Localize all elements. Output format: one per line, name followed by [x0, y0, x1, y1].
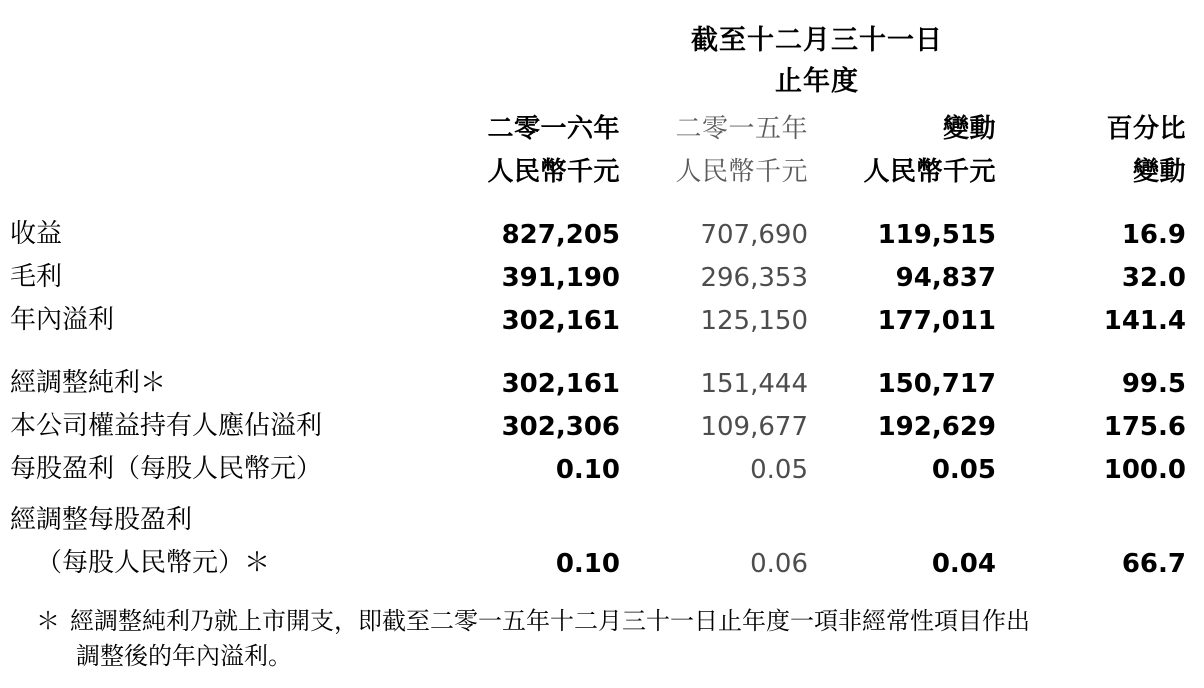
- cell-profit-for-year-percent: 141.4: [1103, 306, 1186, 336]
- footnote-line-2: 調整後的年內溢利。: [76, 641, 292, 670]
- header-title-line2: 止年度: [775, 66, 859, 97]
- cell-adjusted-eps-percent-empty: [1004, 496, 1194, 539]
- cell-gross-profit-percent: 32.0: [1121, 263, 1186, 293]
- cell-adjusted-eps-2016-empty: [440, 496, 628, 539]
- cell-adjusted-eps-change-empty: [816, 496, 1004, 539]
- cell-revenue-2016: 827,205: [501, 220, 620, 250]
- cell-adjusted-eps-2015-empty: [628, 496, 816, 539]
- table-header-title-row-1: [10, 18, 1194, 59]
- row-label-adjusted-eps-unit: （每股人民幣元）＊: [36, 548, 271, 578]
- spacer-cell: [10, 18, 440, 59]
- row-spacer: [10, 488, 1194, 496]
- cell-eps-2016: 0.10: [555, 455, 620, 485]
- row-label-earnings-per-share: 每股盈利（每股人民幣元）: [10, 454, 323, 484]
- row-label-revenue: 收益: [10, 219, 63, 249]
- financial-summary-table: [10, 18, 1194, 582]
- column-header-2016-unit: 人民幣千元: [487, 157, 620, 187]
- row-label-profit-attributable-to-owners: 本公司權益持有人應佔溢利: [10, 411, 323, 441]
- cell-eps-2015: 0.05: [750, 455, 808, 485]
- spacer-cell: [10, 108, 440, 151]
- spacer-cell: [10, 151, 440, 210]
- cell-profit-attributable-2015: 109,677: [700, 412, 808, 442]
- column-header-percent: 百分比: [1106, 114, 1186, 144]
- column-header-change: 變動: [942, 114, 996, 144]
- row-label-adjusted-eps: 經調整每股盈利: [10, 505, 193, 535]
- footnote-line-1: 經調整純利乃就上市開支，即截至二零一五年十二月三十一日止年度一項非經常性項目作出: [70, 607, 1030, 635]
- cell-profit-for-year-change: 177,011: [877, 306, 996, 336]
- table-row: [10, 496, 1194, 539]
- header-title-line1: 截至十二月三十一日: [691, 25, 943, 56]
- cell-gross-profit-2015: 296,353: [700, 263, 808, 293]
- column-header-2015-year: 二零一五年: [675, 114, 808, 144]
- table-row: [10, 210, 1194, 253]
- footnote-marker: ＊: [36, 607, 60, 635]
- footnote: [10, 604, 1194, 674]
- row-label-profit-for-year: 年內溢利: [10, 305, 115, 335]
- cell-eps-percent: 100.0: [1103, 455, 1186, 485]
- table-row: [10, 539, 1194, 582]
- cell-revenue-percent: 16.9: [1121, 220, 1186, 250]
- column-header-row-2: [10, 151, 1194, 210]
- column-header-2016-year: 二零一六年: [487, 114, 620, 144]
- cell-revenue-2015: 707,690: [700, 220, 808, 250]
- cell-adjusted-net-profit-2015: 151,444: [700, 369, 808, 399]
- cell-profit-for-year-2016: 302,161: [501, 306, 620, 336]
- cell-adjusted-net-profit-change: 150,717: [877, 369, 996, 399]
- table-header-title-row-2: [10, 59, 1194, 108]
- cell-profit-attributable-percent: 175.6: [1103, 412, 1186, 442]
- column-header-change-unit: 人民幣千元: [863, 157, 996, 187]
- cell-gross-profit-2016: 391,190: [501, 263, 620, 293]
- cell-revenue-change: 119,515: [877, 220, 996, 250]
- cell-adjusted-eps-change: 0.04: [931, 549, 996, 579]
- cell-adjusted-eps-percent: 66.7: [1121, 549, 1186, 579]
- table-row: [10, 402, 1194, 445]
- column-header-row-1: [10, 108, 1194, 151]
- row-label-adjusted-net-profit: 經調整純利＊: [10, 368, 167, 398]
- cell-profit-attributable-2016: 302,306: [501, 412, 620, 442]
- cell-adjusted-net-profit-2016: 302,161: [501, 369, 620, 399]
- column-header-percent-unit: 變動: [1132, 157, 1186, 187]
- table-row: [10, 445, 1194, 488]
- cell-profit-attributable-change: 192,629: [877, 412, 996, 442]
- table-row: [10, 359, 1194, 402]
- row-spacer: [10, 339, 1194, 359]
- cell-adjusted-eps-2015: 0.06: [750, 549, 808, 579]
- column-header-2015-unit: 人民幣千元: [675, 157, 808, 187]
- table-row: [10, 296, 1194, 339]
- cell-gross-profit-change: 94,837: [895, 263, 996, 293]
- cell-profit-for-year-2015: 125,150: [700, 306, 808, 336]
- footnote-text: [70, 604, 1194, 674]
- cell-adjusted-eps-2016: 0.10: [555, 549, 620, 579]
- table-row: [10, 253, 1194, 296]
- row-label-gross-profit: 毛利: [10, 262, 63, 292]
- spacer-cell: [10, 59, 440, 108]
- cell-eps-change: 0.05: [931, 455, 996, 485]
- cell-adjusted-net-profit-percent: 99.5: [1121, 369, 1186, 399]
